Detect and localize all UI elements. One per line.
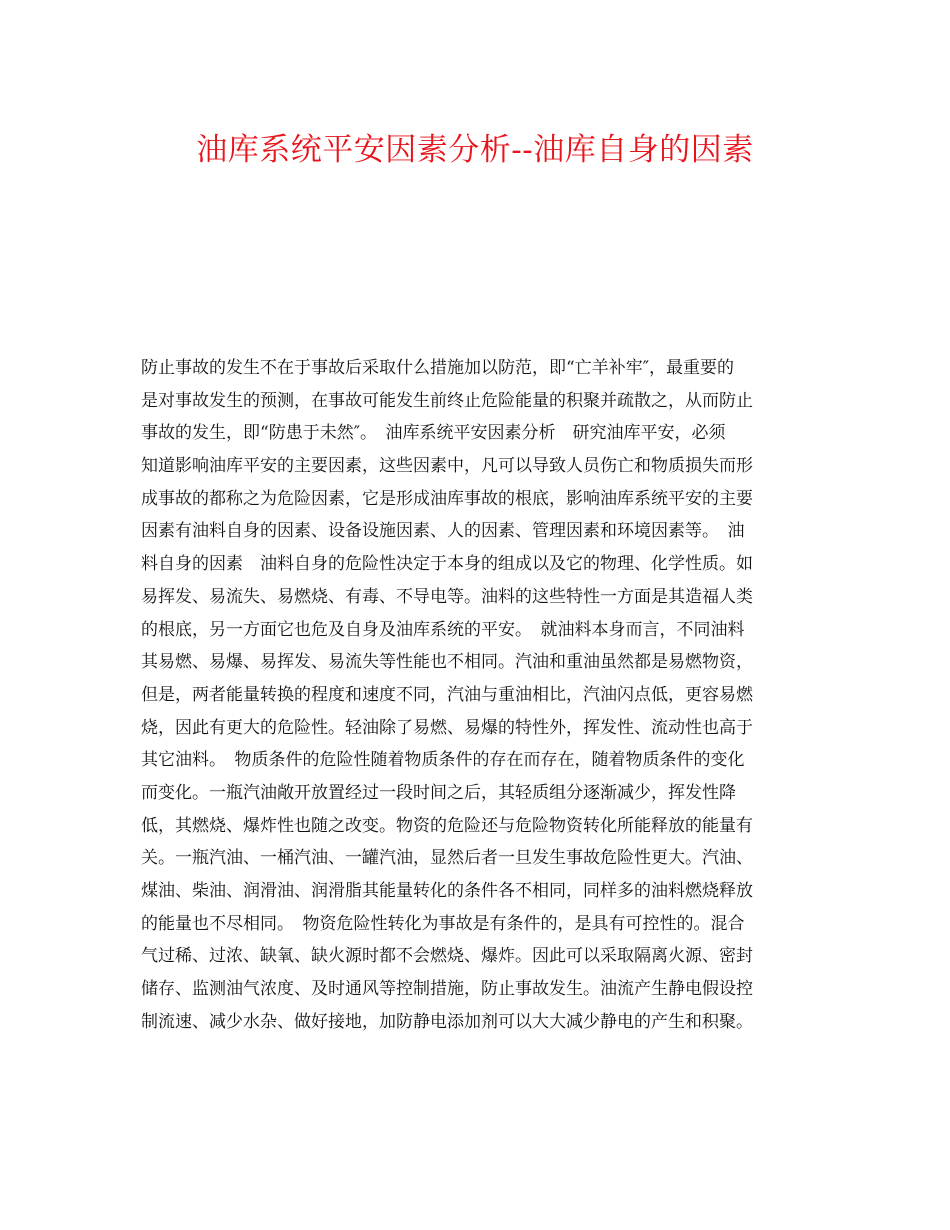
body-line: 防止事故的发生不在于事故后采取什么措施加以防范，即“亡羊补牢″，最重要的 (141, 358, 735, 378)
body-line: 事故的发生，即“防患于未然″。 油库系统平安因素分析 研究油库平安，必须 (141, 423, 726, 444)
body-line: 的能量也不尽相同。 物资危险性转化为事故是有条件的，是具有可控性的。混合 (141, 913, 745, 934)
body-line: 煤油、柴油、润滑油、润滑脂其能量转化的条件各不相同，同样多的油料燃烧释放 (141, 881, 753, 901)
body-line: 但是，两者能量转换的程度和速度不同，汽油与重油相比，汽油闪点低，更容易燃 (141, 684, 753, 705)
body-line: 而变化。一瓶汽油敞开放置经过一段时间之后，其轻质组分逐渐减少，挥发性降 (141, 782, 736, 803)
body-line: 制流速、减少水杂、做好接地，加防静电添加剂可以大大减少静电的产生和积聚。 (141, 1011, 753, 1032)
document-title: 油库系统平安因素分析--油库自身的因素 (196, 132, 754, 168)
body-line: 知道影响油库平安的主要因素，这些因素中，凡可以导致人员伤亡和物质损失而形 (141, 456, 753, 477)
body-line: 因素有油料自身的因素、设备设施因素、人的因素、管理因素和环境因素等。 油 (141, 521, 745, 542)
body-line: 成事故的都称之为危险因素，它是形成油库事故的根底，影响油库系统平安的主要 (141, 488, 753, 509)
document-body (141, 352, 815, 1038)
body-line: 烧，因此有更大的危险性。轻油除了易燃、易爆的特性外，挥发性、流动性也高于 (141, 717, 753, 738)
body-line: 关。一瓶汽油、一桶汽油、一罐汽油，显然后者一旦发生事故危险性更大。汽油、 (141, 848, 753, 869)
body-line: 的根底，另一方面它也危及自身及油库系统的平安。 就油料本身而言，不同油料 (141, 619, 745, 640)
body-line: 气过稀、过浓、缺氧、缺火源时都不会燃烧、爆炸。因此可以采取隔离火源、密封 (141, 946, 753, 967)
body-line: 其它油料。 物质条件的危险性随着物质条件的存在而存在，随着物质条件的变化 (141, 750, 745, 771)
body-line: 易挥发、易流失、易燃烧、有毒、不导电等。油料的这些特性一方面是其造福人类 (141, 586, 753, 607)
body-line: 是对事故发生的预测，在事故可能发生前终止危险能量的积聚并疏散之，从而防止 (141, 390, 753, 411)
body-line: 料自身的因素 油料自身的危险性决定于本身的组成以及它的物理、化学性质。如 (141, 554, 753, 575)
body-line: 低，其燃烧、爆炸性也随之改变。物资的危险还与危险物资转化所能释放的能量有 (141, 815, 753, 836)
body-line: 储存、监测油气浓度、及时通风等控制措施，防止事故发生。油流产生静电假设控 (141, 979, 753, 1000)
body-line: 其易燃、易爆、易挥发、易流失等性能也不相同。汽油和重油虽然都是易燃物资， (141, 652, 753, 673)
